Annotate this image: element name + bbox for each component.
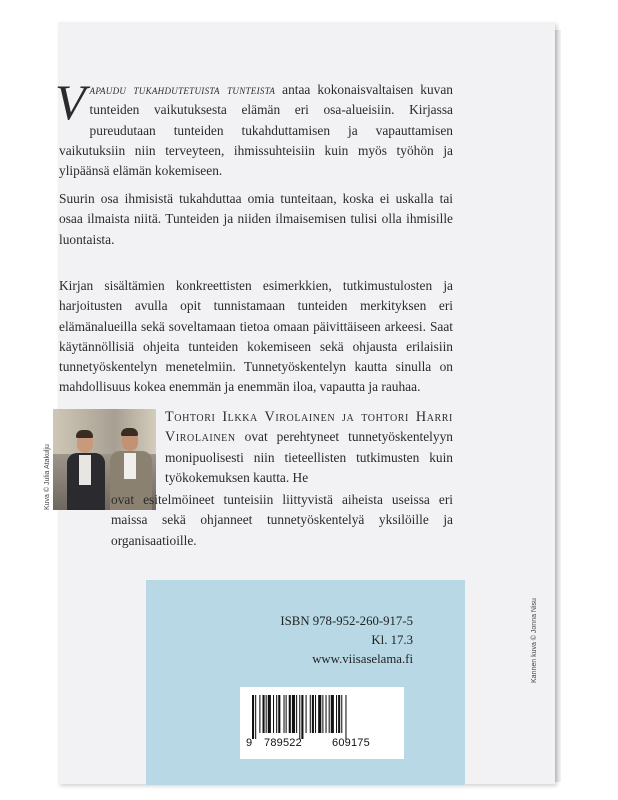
authors-bio-continued: ovat esitelmöineet tunteisiin liittyvistä aiheista useissa eri maissa sekä ohjanneet tunnetyöskentelyä yksilöille ja organisaatioille. — [111, 492, 453, 548]
barcode-bar — [296, 695, 297, 733]
description-paragraph-3: Kirjan sisältämien konkreettisten esimerkkien, tutkimustulosten ja harjoitusten avulla opit tunnistamaan tunteiden merkityksen eri elämänalueilla sekä soveltamaan tietoa omaan päivittäiseen arkeesi. Saat käytännöllisiä ohjeita tunteiden kokemiseen sekä ohjausta erilaisiin tunnetyöskentelyn menetelmiin. Tunnetyöskentelyn kautta sinulla on mahdollisuus kokea enemmän ja enemmän iloa, vapautta ja rauhaa. — [59, 278, 453, 395]
book-title: apaudu tukahdutetuista tunteista — [89, 82, 276, 97]
barcode-left-group: 789522 — [264, 737, 302, 749]
barcode-bar — [266, 695, 267, 733]
publisher-website: www.viisaselama.fi — [312, 652, 413, 666]
barcode-bar — [329, 695, 330, 733]
barcode-bar — [276, 695, 277, 733]
barcode-bar — [326, 695, 327, 733]
authors-names: Tohtori Ilkka Virolainen ja tohtori Harri Virolainen — [165, 409, 453, 446]
dropcap-letter: V — [55, 74, 86, 130]
barcode-bar — [301, 695, 303, 739]
cover-credit: Kannen kuva © Jonna Nisu — [531, 598, 538, 683]
barcode-bar — [306, 695, 307, 733]
barcode — [240, 687, 404, 759]
barcode-bar — [255, 695, 256, 739]
barcode-bar — [284, 695, 285, 733]
classification: Kl. 17.3 — [371, 633, 413, 647]
barcode-bar — [292, 695, 295, 733]
barcode-bar — [312, 695, 314, 733]
publication-info — [243, 612, 413, 669]
barcode-bars — [250, 695, 394, 739]
barcode-bar — [263, 695, 265, 733]
authors-bio — [165, 407, 453, 488]
barcode-bar — [345, 695, 346, 739]
paragraph-1-text: antaa kokonaisvaltaisen kuvan tunteiden vaikutuksesta elämän eri osa-alueisiin. Kirjassa pureudutaan tunteiden tukahduttamisen ja vapauttamisen vaikutuksiin niin terveyteen, ihmissuhteisiin kuin myös työhön ja ylipäänsä elämän kokemiseen. — [59, 82, 454, 179]
barcode-bar — [286, 695, 287, 733]
description-paragraph-1 — [55, 74, 454, 181]
barcode-bar — [338, 695, 340, 733]
barcode-bar — [252, 695, 254, 739]
barcode-bar — [310, 695, 311, 733]
photo-credit: Kuva © Julia Atakulju — [44, 444, 51, 510]
barcode-bar — [278, 695, 280, 733]
barcode-bar — [336, 695, 337, 733]
barcode-bar — [341, 695, 342, 733]
barcode-bar — [299, 695, 300, 739]
barcode-bar — [318, 695, 321, 733]
barcode-bar — [315, 695, 316, 733]
barcode-bar — [331, 695, 334, 733]
book-spine-edge — [555, 30, 561, 782]
description-paragraph-2: Suurin osa ihmisistä tukahduttaa omia tunteitaan, koska ei uskalla tai osaa ilmaista niitä. Tunteiden ja niiden ilmaisemisen tulisi olla ihmisille luontaista. — [59, 191, 453, 247]
barcode-right-group: 609175 — [332, 737, 370, 749]
barcode-bar — [268, 695, 271, 733]
barcode-bar — [289, 695, 291, 733]
authors-bio-text: ovat perehtyneet tunnetyöskentelyyn monipuolisesti niin tieteellisten tutkimusten kuin työkokemuksen kautta. He — [165, 429, 453, 485]
barcode-bar — [322, 695, 323, 733]
isbn: ISBN 978-952-260-917-5 — [280, 614, 413, 628]
barcode-first-digit: 9 — [246, 737, 253, 749]
barcode-bar — [259, 695, 260, 733]
barcode-bar — [273, 695, 274, 733]
